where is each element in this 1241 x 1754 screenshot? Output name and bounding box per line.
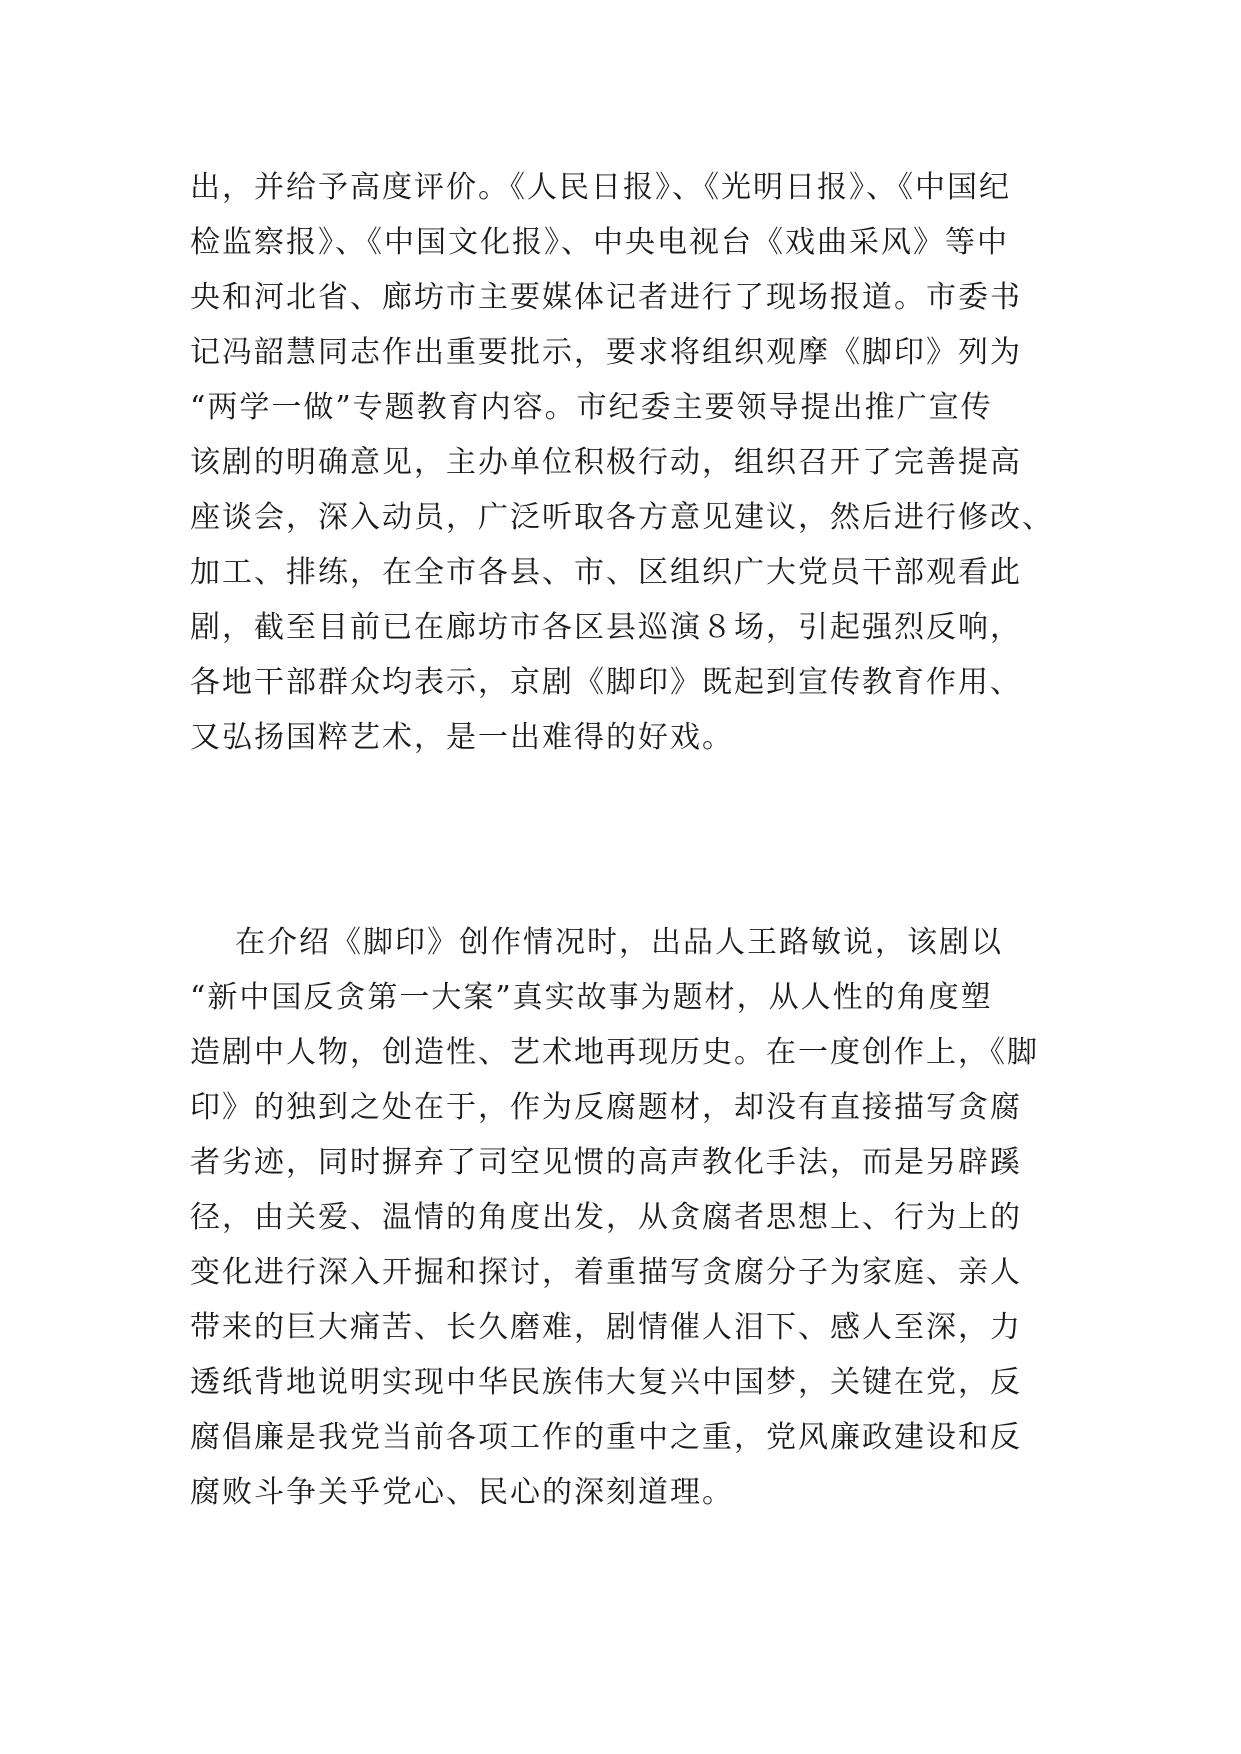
paragraph-2-line: 腐败斗争关乎党心、民心的深刻道理。 [190, 1475, 734, 1510]
paragraph-1 [190, 160, 1070, 765]
paragraph-2-line: 造剧中人物，创造性、艺术地再现历史。在一度创作上，《脚 [190, 1035, 1039, 1070]
paragraph-2 [190, 915, 1070, 1520]
paragraph-1-line: 记冯韶慧同志作出重要批示，要求将组织观摩《脚印》列为 [190, 335, 1022, 370]
paragraph-2-line: “新中国反贪第一大案”真实故事为题材，从人性的角度塑 [190, 980, 993, 1015]
paragraph-2-line: 腐倡廉是我党当前各项工作的重中之重，党风廉政建设和反 [190, 1420, 1022, 1455]
paragraph-1-line: 检监察报》、《中国文化报》、中央电视台《戏曲采风》等中 [190, 225, 1009, 260]
paragraph-2-line: 带来的巨大痛苦、长久磨难，剧情催人泪下、感人至深，力 [190, 1310, 1022, 1345]
paragraph-2-line: 印》的独到之处在于，作为反腐题材，却没有直接描写贪腐 [190, 1090, 1022, 1125]
paragraph-2-line: 透纸背地说明实现中华民族伟大复兴中国梦，关键在党，反 [190, 1365, 1022, 1400]
paragraph-1-line: “两学一做”专题教育内容。市纪委主要领导提出推广宣传 [190, 390, 993, 425]
paragraph-2-line: 在介绍《脚印》创作情况时，出品人王路敏说，该剧以 [235, 925, 1003, 960]
paragraph-1-line: 出，并给予高度评价。《人民日报》、《光明日报》、《中国纪 [190, 170, 1011, 205]
paragraph-1-line: 剧，截至目前已在廊坊市各区县巡演８场，引起强烈反响， [190, 610, 1022, 645]
paragraph-1-line: 各地干部群众均表示，京剧《脚印》既起到宣传教育作用、 [190, 665, 1022, 700]
paragraph-1-line: 加工、排练，在全市各县、市、区组织广大党员干部观看此 [190, 555, 1022, 590]
paragraph-2-line: 径，由关爱、温情的角度出发，从贪腐者思想上、行为上的 [190, 1200, 1022, 1235]
paragraph-2-line: 者劣迹，同时摒弃了司空见惯的高声教化手法，而是另辟蹊 [190, 1145, 1022, 1180]
paragraph-1-line: 又弘扬国粹艺术，是一出难得的好戏。 [190, 720, 734, 755]
paragraph-1-line: 央和河北省、廊坊市主要媒体记者进行了现场报道。市委书 [190, 280, 1022, 315]
paragraph-1-line: 该剧的明确意见，主办单位积极行动，组织召开了完善提高 [190, 445, 1022, 480]
paragraph-2-line: 变化进行深入开掘和探讨，着重描写贪腐分子为家庭、亲人 [190, 1255, 1022, 1290]
paragraph-1-line: 座谈会，深入动员，广泛听取各方意见建议，然后进行修改、 [190, 500, 1054, 535]
